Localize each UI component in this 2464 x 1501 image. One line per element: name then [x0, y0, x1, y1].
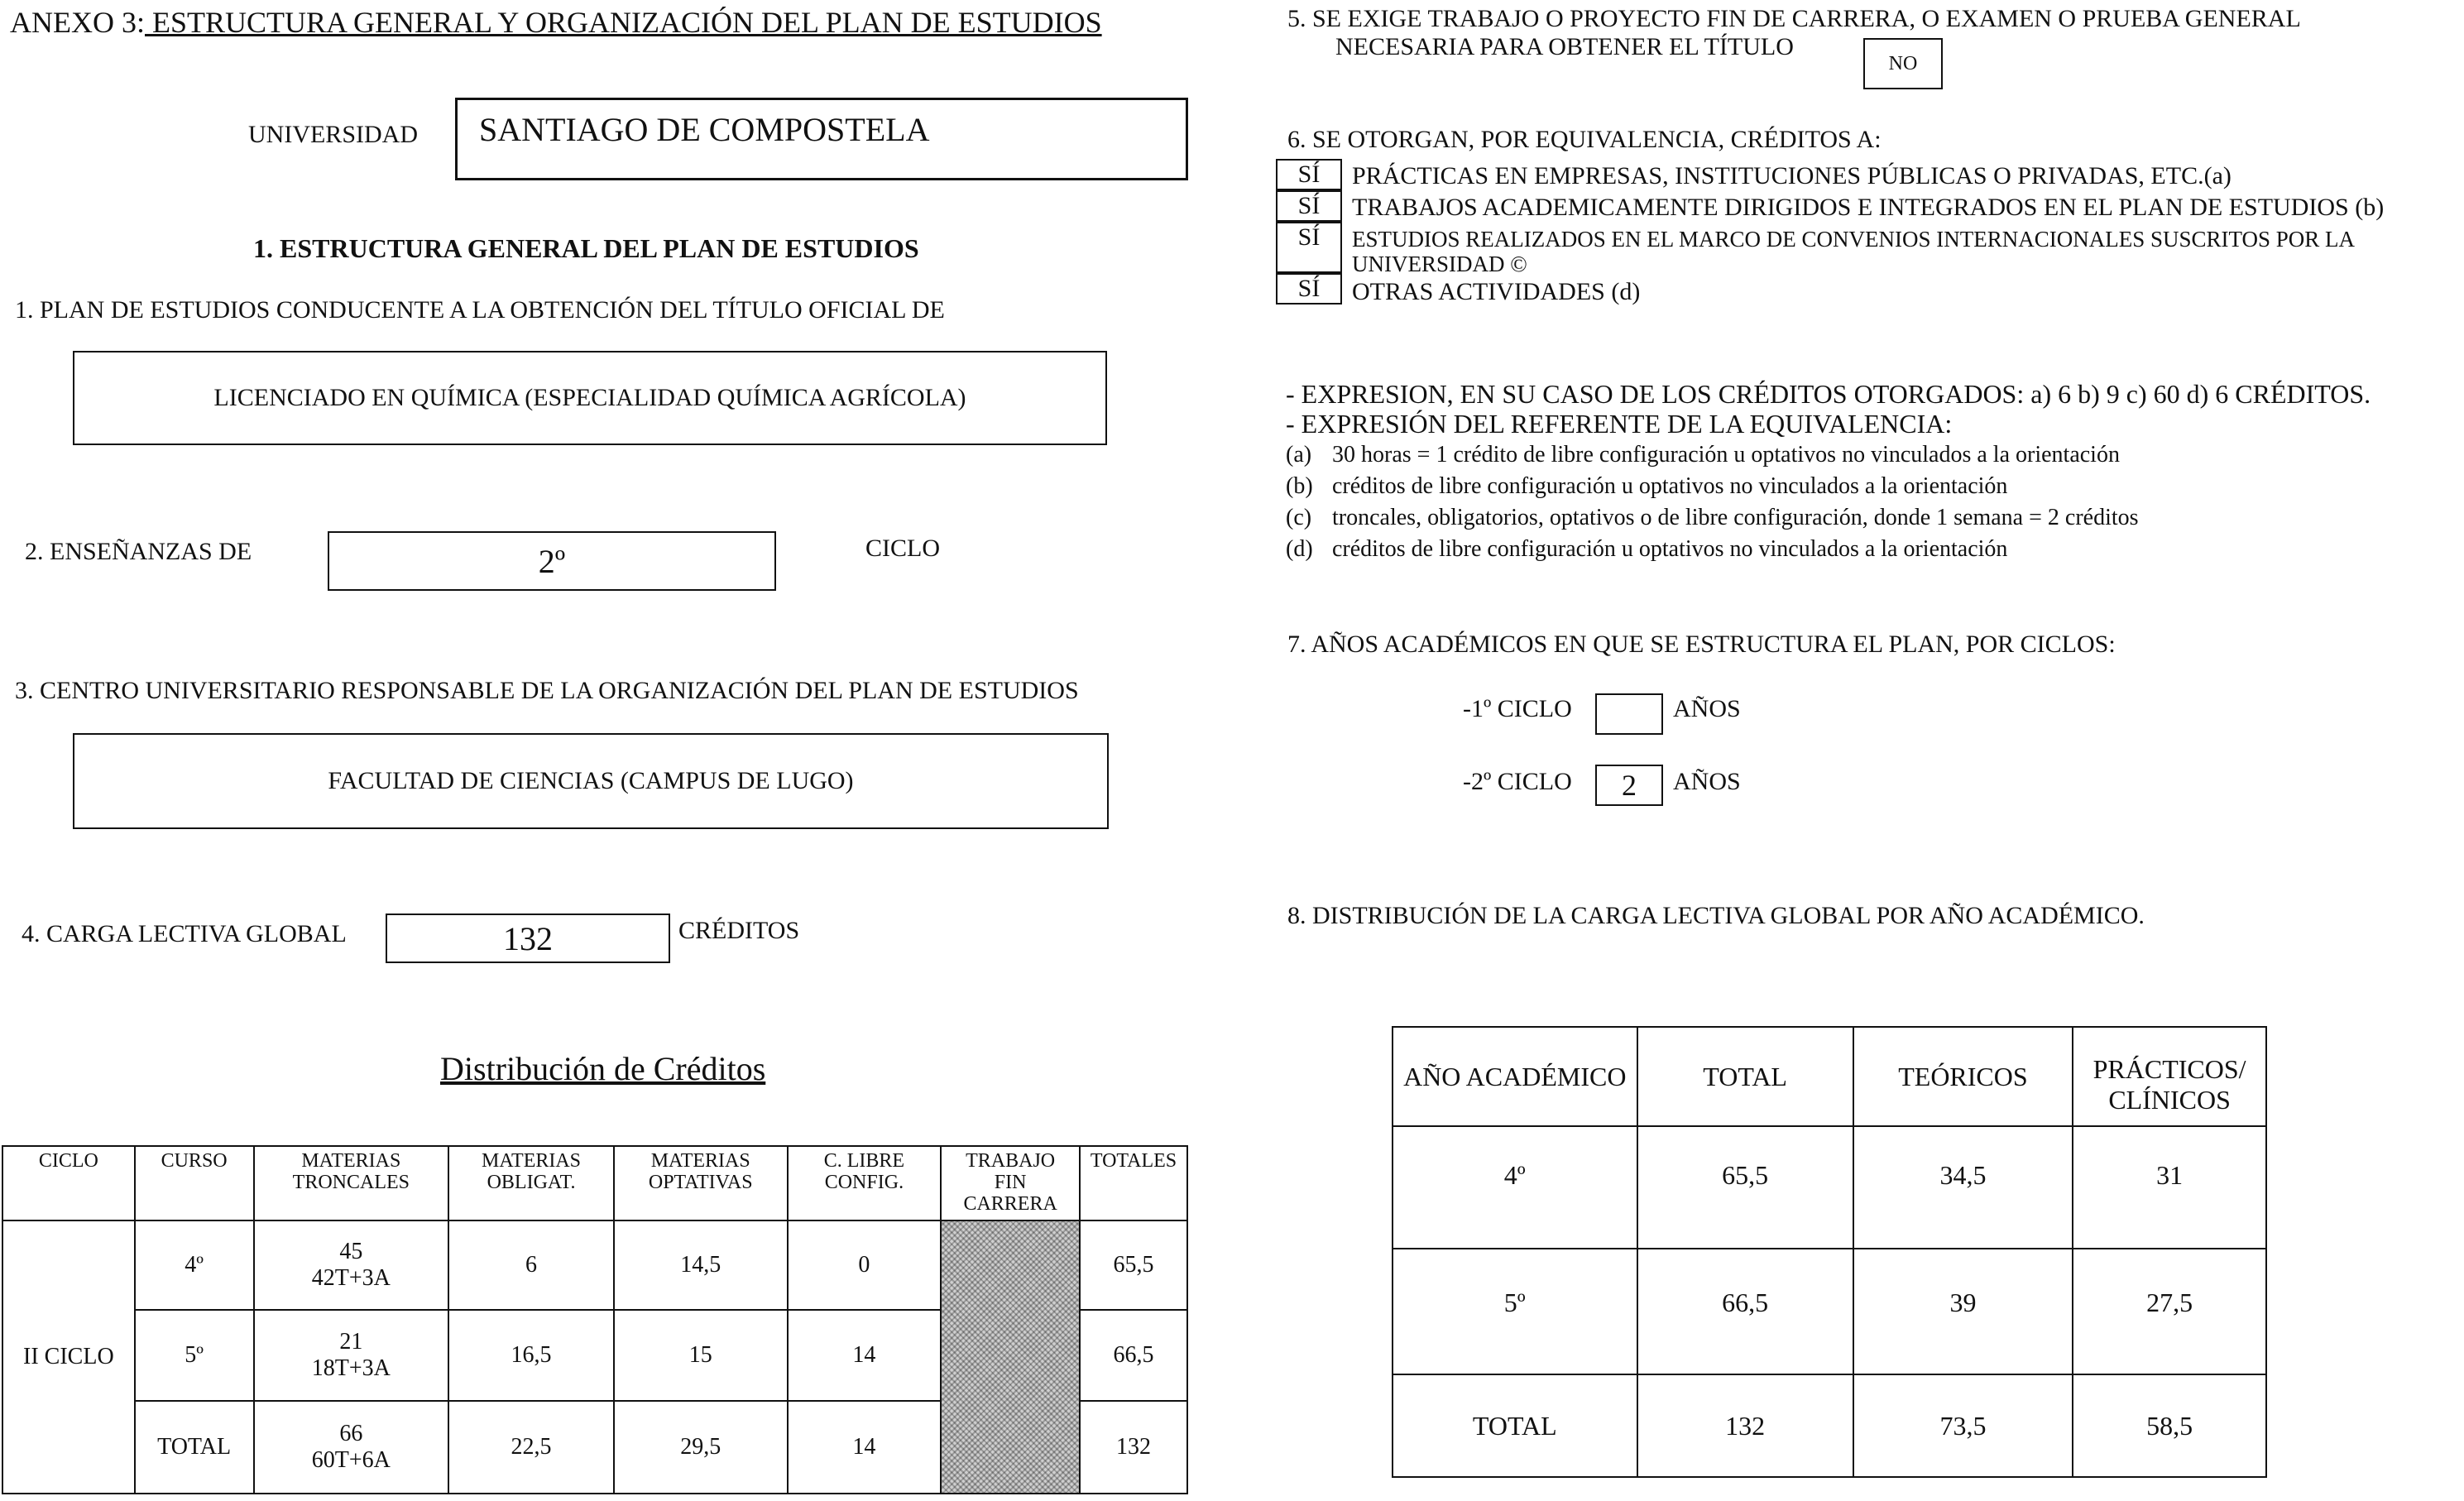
si-mark-3: SÍ [1276, 222, 1342, 273]
ciclo-value: 2º [538, 542, 566, 580]
q2-label: 2. ENSEÑANZAS DE [25, 538, 252, 565]
troncales-value: 21 [339, 1329, 363, 1355]
universidad-label: UNIVERSIDAD [248, 121, 418, 148]
troncales-value: 45 [339, 1239, 363, 1264]
ciclo-cell: II CICLO [2, 1220, 135, 1494]
ref-b-key: (b) [1286, 473, 1313, 499]
total-cell: 66,5 [1637, 1249, 1853, 1374]
ref-c-text: troncales, obligatorios, optativos o de libre configuración, donde 1 semana = 2 créditos [1332, 505, 2139, 530]
section1-heading: 1. ESTRUCTURA GENERAL DEL PLAN DE ESTUDIOS [253, 233, 919, 263]
curso-cell: TOTAL [135, 1401, 254, 1494]
troncales-value: 66 [339, 1421, 363, 1446]
table-header-row [2, 1146, 1187, 1220]
annex-title-text: ESTRUCTURA GENERAL Y ORGANIZACIÓN DEL PLAN DE ESTUDIOS [144, 6, 1102, 39]
header-totales: TOTALES [1080, 1146, 1187, 1220]
anio-cell: 4º [1393, 1126, 1637, 1249]
trabajo-hatched-cell [941, 1220, 1080, 1494]
q5-line2: NECESARIA PARA OBTENER EL TÍTULO [1335, 33, 1794, 60]
universidad-field [455, 98, 1188, 180]
q5-line1: 5. SE EXIGE TRABAJO O PROYECTO FIN DE CARRERA, O EXAMEN O PRUEBA GENERAL [1287, 5, 2301, 32]
carga-value: 132 [503, 919, 553, 957]
ciclo-field [328, 531, 776, 591]
ciclo1-suffix: AÑOS [1673, 695, 1741, 722]
q6-item-4: OTRAS ACTIVIDADES (d) [1352, 278, 1641, 305]
teoricos-cell: 73,5 [1853, 1374, 2073, 1477]
header-obligat [448, 1146, 614, 1220]
header-trabajo-line1: TRABAJO [966, 1150, 1056, 1172]
table-row [1393, 1374, 2266, 1477]
teoricos-cell: 39 [1853, 1249, 2073, 1374]
q4-label: 4. CARGA LECTIVA GLOBAL [22, 920, 347, 947]
header-optativas-line1: MATERIAS [650, 1150, 750, 1172]
anio-cell: 5º [1393, 1249, 1637, 1374]
ciclo1-field [1595, 693, 1663, 735]
ciclo2-label: -2º CICLO [1463, 768, 1572, 795]
troncales-detail: 42T+3A [311, 1265, 391, 1291]
expresion-referente: - EXPRESIÓN DEL REFERENTE DE LA EQUIVALENCIA: [1286, 409, 1953, 439]
distribucion-title: Distribución de Créditos [440, 1050, 766, 1087]
libre-cell: 14 [788, 1401, 942, 1494]
centro-value: FACULTAD DE CIENCIAS (CAMPUS DE LUGO) [328, 767, 854, 794]
teoricos-cell: 34,5 [1853, 1126, 2073, 1249]
universidad-value: SANTIAGO DE COMPOSTELA [479, 111, 930, 148]
optativas-cell: 29,5 [614, 1401, 788, 1494]
optativas-cell: 14,5 [614, 1220, 788, 1310]
header-obligat-line1: MATERIAS [482, 1150, 582, 1172]
ciclo2-value: 2 [1622, 769, 1637, 802]
troncales-cell [254, 1220, 449, 1310]
carga-field [386, 914, 670, 963]
titulo-value: LICENCIADO EN QUÍMICA (ESPECIALIDAD QUÍMICA AGRÍCOLA) [213, 384, 966, 411]
header-trabajo-line2: FIN [994, 1172, 1027, 1193]
optativas-cell: 15 [614, 1310, 788, 1401]
header-obligat-line2: OBLIGAT. [487, 1172, 576, 1193]
ref-d-text: créditos de libre configuración u optativos no vinculados a la orientación [1332, 536, 2008, 562]
totales-cell: 66,5 [1080, 1310, 1187, 1401]
curso-cell: 5º [135, 1310, 254, 1401]
header-teoricos: TEÓRICOS [1853, 1027, 2073, 1126]
q6-item-2: TRABAJOS ACADEMICAMENTE DIRIGIDOS E INTEGRADOS EN EL PLAN DE ESTUDIOS (b) [1352, 194, 2385, 221]
header-practicos [2073, 1027, 2266, 1126]
total-cell: 65,5 [1637, 1126, 1853, 1249]
header-practicos-line2: CLÍNICOS [2108, 1085, 2231, 1115]
annex-prefix: ANEXO 3: [10, 6, 145, 39]
q6-item-1: PRÁCTICAS EN EMPRESAS, INSTITUCIONES PÚBLICAS O PRIVADAS, ETC.(a) [1352, 162, 2232, 189]
q5-value: NO [1888, 52, 1918, 74]
obligat-cell: 22,5 [448, 1401, 614, 1494]
header-troncales [254, 1146, 449, 1220]
q6-label: 6. SE OTORGAN, POR EQUIVALENCIA, CRÉDITOS A: [1287, 126, 1882, 153]
q7-label: 7. AÑOS ACADÉMICOS EN QUE SE ESTRUCTURA EL PLAN, POR CICLOS: [1287, 631, 2116, 658]
troncales-detail: 60T+6A [311, 1447, 391, 1473]
total-cell: 132 [1637, 1374, 1853, 1477]
expresion-creditos: - EXPRESION, EN SU CASO DE LOS CRÉDITOS OTORGADOS: a) 6 b) 9 c) 60 d) 6 CRÉDITOS. [1286, 379, 2371, 409]
si-mark-2: SÍ [1276, 190, 1342, 222]
ref-a-text: 30 horas = 1 crédito de libre configuración u optativos no vinculados a la orientación [1332, 442, 2120, 468]
annex-title [10, 5, 1102, 40]
ciclo-suffix: CICLO [865, 535, 940, 562]
header-ciclo: CICLO [2, 1146, 135, 1220]
ref-c-key: (c) [1286, 505, 1312, 530]
ref-b-text: créditos de libre configuración u optativos no vinculados a la orientación [1332, 473, 2008, 499]
header-practicos-line1: PRÁCTICOS/ [2092, 1054, 2246, 1084]
ref-a-key: (a) [1286, 442, 1312, 468]
table-row [1393, 1249, 2266, 1374]
header-libre-line2: CONFIG. [824, 1172, 904, 1193]
q3-label: 3. CENTRO UNIVERSITARIO RESPONSABLE DE LA ORGANIZACIÓN DEL PLAN DE ESTUDIOS [15, 677, 1079, 704]
distribucion-table [2, 1145, 1188, 1494]
ciclo2-field [1595, 765, 1663, 806]
q5-field [1863, 38, 1943, 89]
table-row [2, 1220, 1187, 1310]
ref-d-key: (d) [1286, 536, 1313, 562]
q8-label: 8. DISTRIBUCIÓN DE LA CARGA LECTIVA GLOBAL POR AÑO ACADÉMICO. [1287, 902, 2145, 929]
header-troncales-line1: MATERIAS [301, 1150, 401, 1172]
header-optativas [614, 1146, 788, 1220]
troncales-detail: 18T+3A [311, 1355, 391, 1381]
table-header-row [1393, 1027, 2266, 1126]
header-curso: CURSO [135, 1146, 254, 1220]
header-troncales-line2: TRONCALES [292, 1172, 410, 1193]
curso-cell: 4º [135, 1220, 254, 1310]
anio-cell: TOTAL [1393, 1374, 1637, 1477]
header-libre-line1: C. LIBRE [823, 1150, 905, 1172]
troncales-cell [254, 1401, 449, 1494]
obligat-cell: 16,5 [448, 1310, 614, 1401]
q1-label: 1. PLAN DE ESTUDIOS CONDUCENTE A LA OBTENCIÓN DEL TÍTULO OFICIAL DE [15, 296, 945, 324]
titulo-field [73, 351, 1107, 445]
ciclo1-label: -1º CICLO [1463, 695, 1572, 722]
carga-anual-table [1392, 1026, 2267, 1478]
header-libre [788, 1146, 942, 1220]
troncales-cell [254, 1310, 449, 1401]
si-mark-4: SÍ [1276, 273, 1342, 305]
totales-cell: 65,5 [1080, 1220, 1187, 1310]
practicos-cell: 58,5 [2073, 1374, 2266, 1477]
practicos-cell: 27,5 [2073, 1249, 2266, 1374]
carga-suffix: CRÉDITOS [678, 917, 800, 944]
table-row [1393, 1126, 2266, 1249]
libre-cell: 14 [788, 1310, 942, 1401]
libre-cell: 0 [788, 1220, 942, 1310]
header-trabajo-line3: CARRERA [963, 1193, 1057, 1215]
q6-item-3: ESTUDIOS REALIZADOS EN EL MARCO DE CONVENIOS INTERNACIONALES SUSCRITOS POR LA [1352, 227, 2356, 252]
obligat-cell: 6 [448, 1220, 614, 1310]
centro-field [73, 733, 1109, 829]
si-mark-1: SÍ [1276, 159, 1342, 190]
practicos-cell: 31 [2073, 1126, 2266, 1249]
header-optativas-line2: OPTATIVAS [648, 1172, 753, 1193]
ciclo2-suffix: AÑOS [1673, 768, 1741, 795]
header-total: TOTAL [1637, 1027, 1853, 1126]
q6-item-3b: UNIVERSIDAD © [1352, 252, 1527, 276]
header-anio: AÑO ACADÉMICO [1393, 1027, 1637, 1126]
header-trabajo [941, 1146, 1080, 1220]
totales-cell: 132 [1080, 1401, 1187, 1494]
